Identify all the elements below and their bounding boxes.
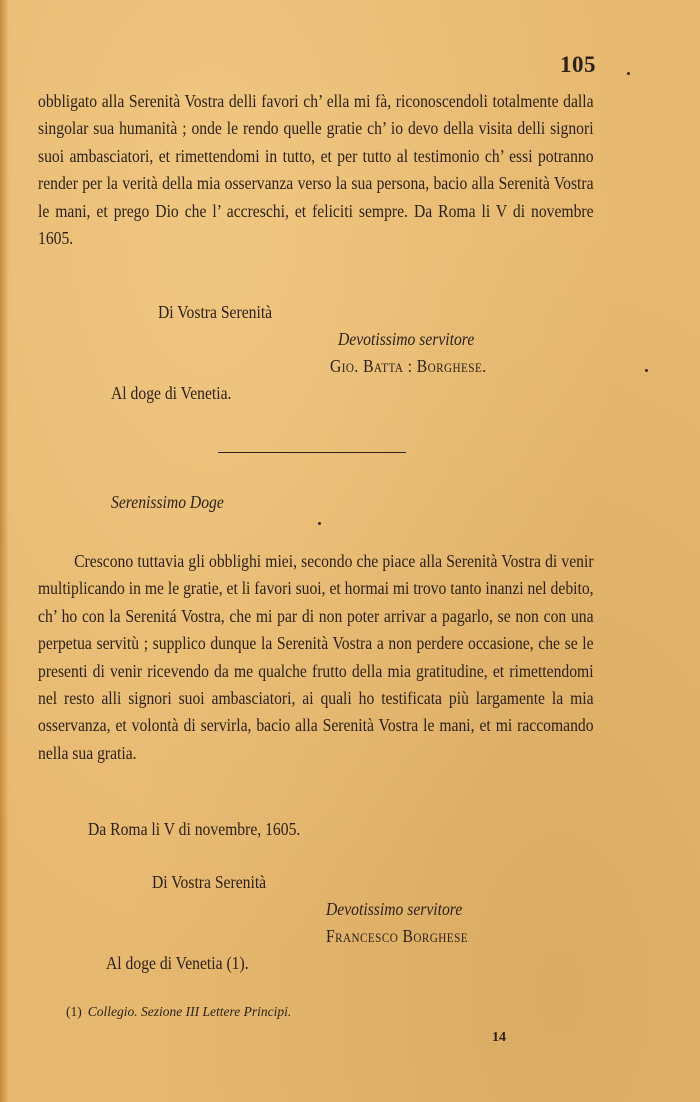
- letter2-dateline: Da Roma li V di novembre, 1605.: [88, 819, 301, 839]
- letter1-signer: Gio. Batta : Borghese.: [330, 356, 487, 376]
- letter2-body: [38, 548, 594, 767]
- page-edge-shadow: [0, 0, 9, 1102]
- footnote-marker: (1): [66, 1004, 82, 1019]
- footnote-text: Collegio. Sezione III Lettere Principi.: [87, 1004, 292, 1019]
- letter2-signer: Francesco Borghese: [326, 926, 468, 946]
- letter2-body-text: Crescono tuttavia gli obblighi miei, secondo che piace alla Serenità Vostra di venir multiplicando in me le gratie, et li favori suoi, et hormai mi trovo tanto inanzi nel debito, ch’ ho con la Serenitá Vostra, che mi par di non poter arrivar a pagarlo, se non con una perpetua servitù ; supplico dunque la Serenità Vostra a non perdere occasione, che se le presenti di venir ricevendo da me qualche frutto della mia gratitudine, et rimettendomi nel resto alli signori suoi ambasciatori, ai quali ho testificata più largamente la mia osservanza, et volontà di servirla, bacio alla Serenità Vostra le mani, et mi raccomando nella sua gratia.: [38, 551, 594, 763]
- ink-speck: [645, 369, 648, 372]
- letter1-body-text: obbligato alla Serenità Vostra delli favori ch’ ella mi fà, riconoscendoli totalmente dalla singolar sua humanità ; onde le rendo quelle gratie ch’ io devo della visita delli signori suoi ambasciatori, et rimettendomi in tutto, et per tutto al testimonio ch’ essi potranno render per la verità della mia osservanza verso la sua persona, bacio alla Serenità Vostra le mani, et prego Dio che l’ accreschi, et feliciti sempre. Da Roma li V di novembre 1605.: [38, 91, 594, 249]
- footnote: [66, 1004, 291, 1020]
- letter1-body: [38, 88, 594, 252]
- letter2-salutation: Serenissimo Doge: [111, 492, 224, 512]
- letter2-servant: Devotissimo servitore: [326, 899, 463, 919]
- letter1-closing: Di Vostra Serenità: [158, 302, 273, 322]
- printer-signature-mark: 14: [492, 1030, 506, 1045]
- letter1-addressee: Al doge di Venetia.: [111, 383, 232, 403]
- letter1-servant: Devotissimo servitore: [338, 329, 475, 349]
- section-divider: [218, 452, 406, 453]
- page-number: 105: [560, 52, 596, 77]
- letter2-addressee: Al doge di Venetia (1).: [106, 953, 249, 973]
- letter2-closing: Di Vostra Serenità: [152, 872, 267, 892]
- ink-speck: [318, 522, 321, 525]
- ink-speck: [627, 72, 630, 75]
